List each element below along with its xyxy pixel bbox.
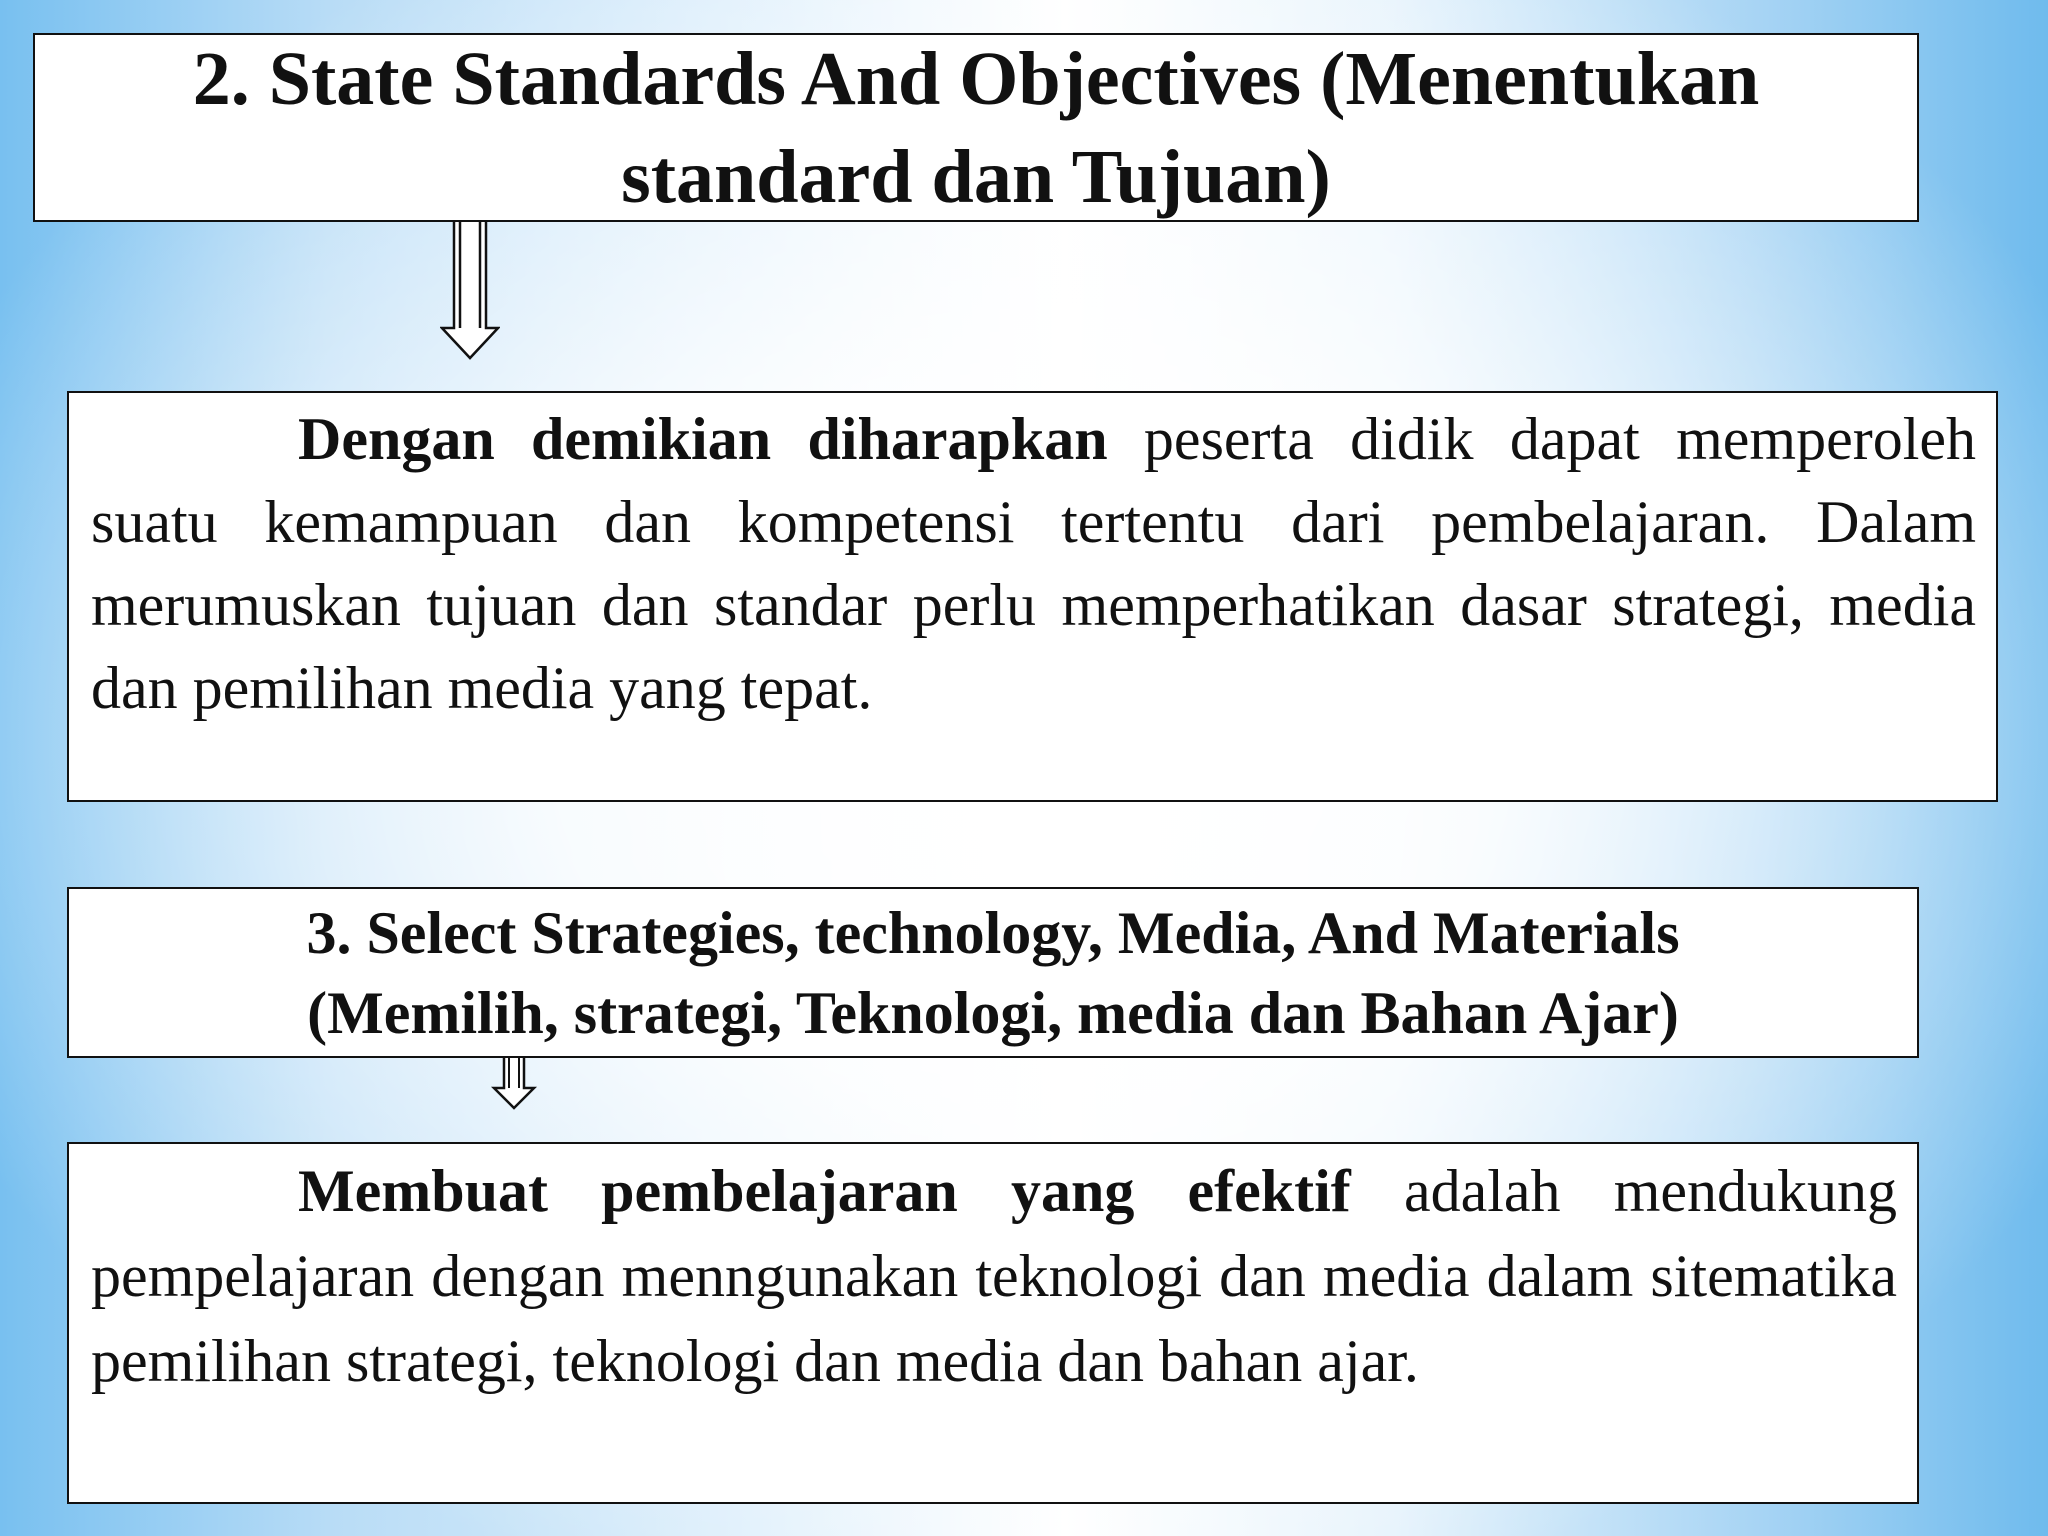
section-3-description-bold-lead: Membuat pembelajaran yang efektif (298, 1158, 1351, 1224)
section-2-description-box (67, 391, 1998, 802)
section-3-title: 3. Select Strategies, technology, Media, And Materials (Memilih, strategi, Teknologi, media dan Bahan Ajar) (306, 899, 1680, 1046)
section-3-title-box (67, 887, 1919, 1058)
down-arrow-icon (440, 222, 500, 362)
down-arrow-icon (490, 1058, 538, 1112)
section-3-description-box (67, 1142, 1919, 1504)
section-2-description-body: peserta didik dapat memperoleh suatu kemampuan dan kompetensi tertentu dari pembelajaran. Dalam merumuskan tujuan dan standar perlu memperhatikan dasar strategi, media dan pemilihan media yang tepat. (91, 406, 1977, 721)
section-2-title-box (33, 33, 1919, 222)
section-2-description-bold-lead: Dengan demikian diharapkan (298, 406, 1108, 472)
section-3-description (91, 1149, 1897, 1404)
section-2-title: 2. State Standards And Objectives (Menentukan standard dan Tujuan) (192, 36, 1760, 219)
section-2-description (91, 398, 1976, 730)
section-3-description-body: adalah mendukung pempelajaran dengan menngunakan teknologi dan media dalam sitematika pemilihan strategi, teknologi dan media dan bahan ajar. (91, 1158, 1897, 1394)
